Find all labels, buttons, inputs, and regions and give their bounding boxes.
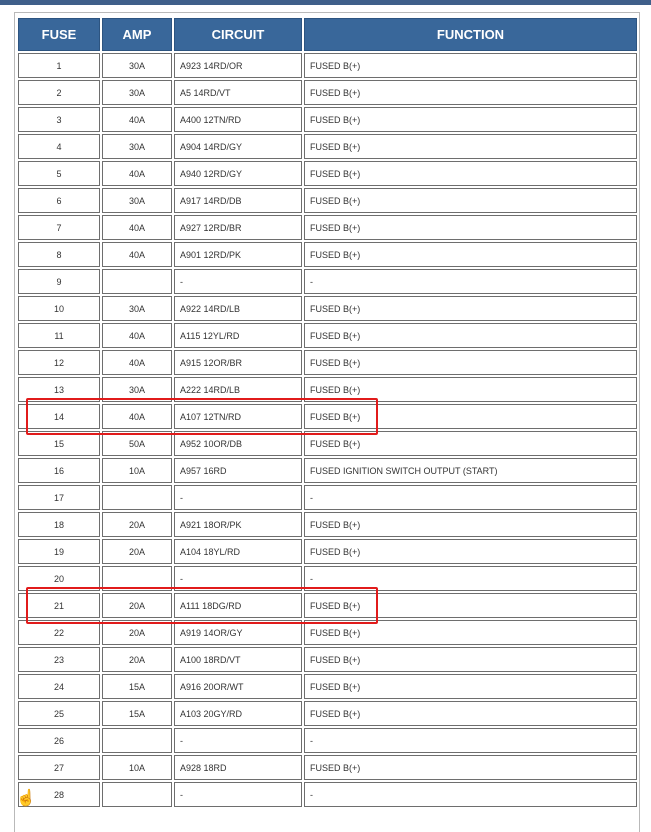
- amp-cell: 20A: [102, 512, 172, 537]
- function-cell: FUSED B(+): [304, 674, 637, 699]
- table-row: [18, 296, 637, 321]
- function-cell: -: [304, 782, 637, 807]
- function-cell: FUSED B(+): [304, 620, 637, 645]
- table-row: [18, 188, 637, 213]
- fuse-cell: 2: [18, 80, 100, 105]
- table-row: [18, 539, 637, 564]
- fuse-cell: 4: [18, 134, 100, 159]
- table-row: [18, 161, 637, 186]
- table-row: [18, 53, 637, 78]
- circuit-cell: A940 12RD/GY: [174, 161, 302, 186]
- table-row: [18, 215, 637, 240]
- circuit-cell: A921 18OR/PK: [174, 512, 302, 537]
- function-cell: FUSED B(+): [304, 53, 637, 78]
- fuse-cell: 9: [18, 269, 100, 294]
- fuse-table: [16, 16, 639, 809]
- fuse-cell: 25: [18, 701, 100, 726]
- function-cell: FUSED B(+): [304, 350, 637, 375]
- amp-cell: 20A: [102, 620, 172, 645]
- header-function: FUNCTION: [304, 18, 637, 51]
- fuse-cell: 5: [18, 161, 100, 186]
- table-row: [18, 242, 637, 267]
- fuse-cell: 7: [18, 215, 100, 240]
- circuit-cell: A916 20OR/WT: [174, 674, 302, 699]
- table-row: [18, 701, 637, 726]
- fuse-cell: 26: [18, 728, 100, 753]
- function-cell: FUSED B(+): [304, 323, 637, 348]
- function-cell: FUSED B(+): [304, 539, 637, 564]
- circuit-cell: A922 14RD/LB: [174, 296, 302, 321]
- table-row: [18, 647, 637, 672]
- amp-cell: 10A: [102, 755, 172, 780]
- function-cell: FUSED B(+): [304, 431, 637, 456]
- circuit-cell: A927 12RD/BR: [174, 215, 302, 240]
- fuse-cell: 13: [18, 377, 100, 402]
- fuse-cell: 12: [18, 350, 100, 375]
- fuse-cell: 15: [18, 431, 100, 456]
- function-cell: FUSED B(+): [304, 80, 637, 105]
- amp-cell: 30A: [102, 188, 172, 213]
- fuse-cell: 1: [18, 53, 100, 78]
- amp-cell: 30A: [102, 296, 172, 321]
- circuit-cell: A115 12YL/RD: [174, 323, 302, 348]
- amp-cell: [102, 728, 172, 753]
- header-fuse: FUSE: [18, 18, 100, 51]
- amp-cell: 40A: [102, 350, 172, 375]
- amp-cell: 15A: [102, 701, 172, 726]
- function-cell: FUSED IGNITION SWITCH OUTPUT (START): [304, 458, 637, 483]
- circuit-cell: A915 12OR/BR: [174, 350, 302, 375]
- circuit-cell: -: [174, 728, 302, 753]
- fuse-cell: 17: [18, 485, 100, 510]
- function-cell: -: [304, 485, 637, 510]
- fuse-cell: 28: [18, 782, 100, 807]
- amp-cell: 40A: [102, 107, 172, 132]
- table-row: [18, 107, 637, 132]
- amp-cell: 40A: [102, 323, 172, 348]
- table-row: [18, 458, 637, 483]
- fuse-cell: 19: [18, 539, 100, 564]
- function-cell: FUSED B(+): [304, 593, 637, 618]
- circuit-cell: A919 14OR/GY: [174, 620, 302, 645]
- function-cell: FUSED B(+): [304, 755, 637, 780]
- table-row: [18, 512, 637, 537]
- fuse-cell: 8: [18, 242, 100, 267]
- table-row: [18, 269, 637, 294]
- table-row: [18, 755, 637, 780]
- function-cell: -: [304, 728, 637, 753]
- function-cell: FUSED B(+): [304, 296, 637, 321]
- amp-cell: 20A: [102, 647, 172, 672]
- circuit-cell: A928 18RD: [174, 755, 302, 780]
- amp-cell: 15A: [102, 674, 172, 699]
- circuit-cell: A103 20GY/RD: [174, 701, 302, 726]
- function-cell: -: [304, 269, 637, 294]
- amp-cell: 40A: [102, 161, 172, 186]
- table-row: [18, 134, 637, 159]
- circuit-cell: -: [174, 566, 302, 591]
- circuit-cell: A107 12TN/RD: [174, 404, 302, 429]
- header-amp: AMP: [102, 18, 172, 51]
- table-row: [18, 485, 637, 510]
- fuse-cell: 24: [18, 674, 100, 699]
- fuse-cell: 27: [18, 755, 100, 780]
- circuit-cell: -: [174, 485, 302, 510]
- table-row: [18, 377, 637, 402]
- circuit-cell: A917 14RD/DB: [174, 188, 302, 213]
- amp-cell: 40A: [102, 242, 172, 267]
- circuit-cell: A952 10OR/DB: [174, 431, 302, 456]
- fuse-cell: 21: [18, 593, 100, 618]
- circuit-cell: A957 16RD: [174, 458, 302, 483]
- circuit-cell: A104 18YL/RD: [174, 539, 302, 564]
- amp-cell: 30A: [102, 134, 172, 159]
- table-row: [18, 80, 637, 105]
- function-cell: FUSED B(+): [304, 134, 637, 159]
- function-cell: FUSED B(+): [304, 512, 637, 537]
- table-row: [18, 431, 637, 456]
- table-row: [18, 728, 637, 753]
- header-row: [18, 18, 637, 51]
- function-cell: FUSED B(+): [304, 215, 637, 240]
- fuse-cell: 6: [18, 188, 100, 213]
- window-top-bar: [0, 0, 651, 5]
- fuse-cell: 3: [18, 107, 100, 132]
- function-cell: FUSED B(+): [304, 242, 637, 267]
- amp-cell: [102, 782, 172, 807]
- fuse-cell: 18: [18, 512, 100, 537]
- circuit-cell: -: [174, 269, 302, 294]
- fuse-cell: 14: [18, 404, 100, 429]
- function-cell: FUSED B(+): [304, 377, 637, 402]
- function-cell: -: [304, 566, 637, 591]
- amp-cell: [102, 566, 172, 591]
- amp-cell: 10A: [102, 458, 172, 483]
- fuse-cell: 10: [18, 296, 100, 321]
- function-cell: FUSED B(+): [304, 404, 637, 429]
- circuit-cell: A5 14RD/VT: [174, 80, 302, 105]
- circuit-cell: A100 18RD/VT: [174, 647, 302, 672]
- fuse-cell: 23: [18, 647, 100, 672]
- function-cell: FUSED B(+): [304, 647, 637, 672]
- circuit-cell: A222 14RD/LB: [174, 377, 302, 402]
- amp-cell: [102, 485, 172, 510]
- table-row: [18, 593, 637, 618]
- amp-cell: 50A: [102, 431, 172, 456]
- header-circuit: CIRCUIT: [174, 18, 302, 51]
- table-row: [18, 566, 637, 591]
- hand-pointer-icon: ☝: [16, 790, 36, 807]
- circuit-cell: -: [174, 782, 302, 807]
- amp-cell: [102, 269, 172, 294]
- fuse-cell: 22: [18, 620, 100, 645]
- table-row: [18, 404, 637, 429]
- amp-cell: 20A: [102, 539, 172, 564]
- function-cell: FUSED B(+): [304, 701, 637, 726]
- table-row: [18, 350, 637, 375]
- function-cell: FUSED B(+): [304, 161, 637, 186]
- fuse-cell: 20: [18, 566, 100, 591]
- amp-cell: 40A: [102, 404, 172, 429]
- amp-cell: 30A: [102, 53, 172, 78]
- circuit-cell: A111 18DG/RD: [174, 593, 302, 618]
- amp-cell: 40A: [102, 215, 172, 240]
- function-cell: FUSED B(+): [304, 107, 637, 132]
- circuit-cell: A400 12TN/RD: [174, 107, 302, 132]
- table-row: [18, 782, 637, 807]
- table-row: [18, 620, 637, 645]
- function-cell: FUSED B(+): [304, 188, 637, 213]
- fuse-cell: 16: [18, 458, 100, 483]
- amp-cell: 30A: [102, 377, 172, 402]
- circuit-cell: A904 14RD/GY: [174, 134, 302, 159]
- circuit-cell: A901 12RD/PK: [174, 242, 302, 267]
- table-row: [18, 674, 637, 699]
- amp-cell: 20A: [102, 593, 172, 618]
- table-row: [18, 323, 637, 348]
- amp-cell: 30A: [102, 80, 172, 105]
- circuit-cell: A923 14RD/OR: [174, 53, 302, 78]
- fuse-cell: 11: [18, 323, 100, 348]
